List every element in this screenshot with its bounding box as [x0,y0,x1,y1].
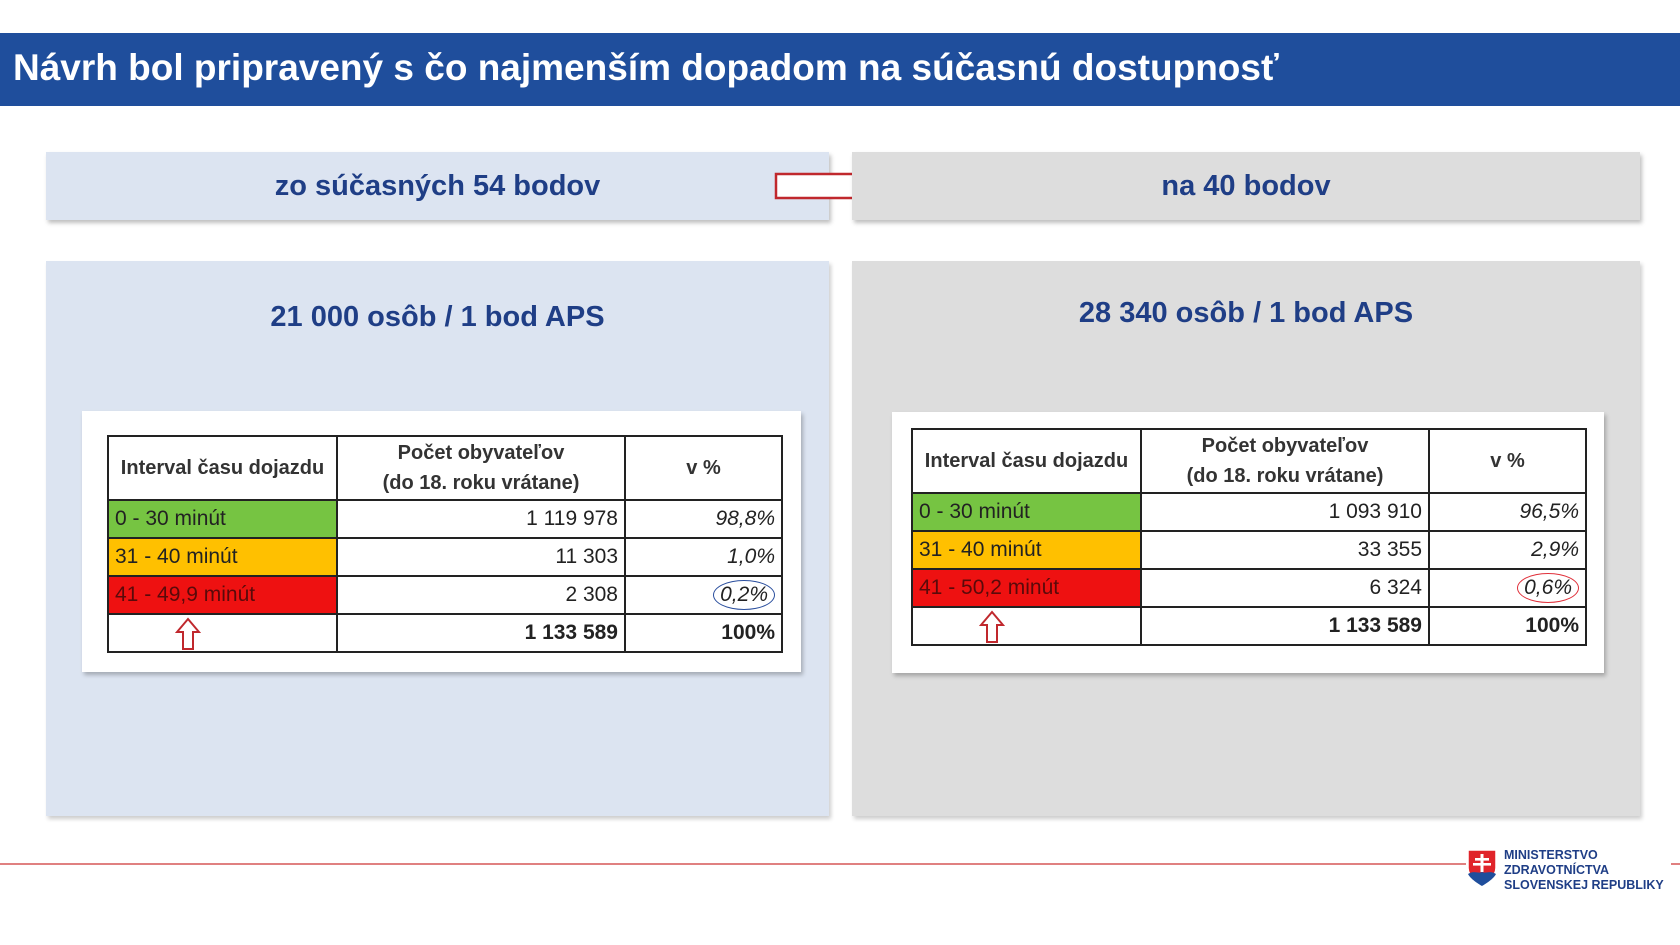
current-panel-heading: 21 000 osôb / 1 bod APS [270,301,605,333]
header-pct: v % [1429,429,1586,493]
header-count [337,436,625,500]
new-panel [852,261,1640,816]
header-interval: Interval času dojazdu [108,436,337,500]
logo-line3: SLOVENSKEJ REPUBLIKY [1504,878,1664,892]
up-arrow-icon [175,617,201,651]
header-count-line2: (do 18. roku vrátane) [382,472,580,494]
current-panel [46,261,829,816]
total-pct-cell: 100% [1429,607,1586,645]
interval-cell: 31 - 40 minút [108,538,337,576]
new-panel-heading: 28 340 osôb / 1 bod APS [1078,297,1414,329]
header-count [1141,429,1429,493]
slide-title: Návrh bol pripravený s čo najmenším dopadom na súčasnú dostupnosť [13,47,1279,88]
up-arrow-icon [979,610,1005,644]
table-row [912,569,1586,607]
table-row [912,531,1586,569]
header-count-line1: Počet obyvateľov [397,442,565,464]
footer-divider [0,863,1680,865]
interval-cell: 0 - 30 minút [912,493,1141,531]
pct-cell: 96,5% [1429,493,1586,531]
count-cell: 33 355 [1141,531,1429,569]
logo-line2: ZDRAVOTNÍCTVA [1504,863,1610,877]
pct-cell-circled [1429,569,1586,607]
table-header-row [912,429,1586,493]
pct-cell: 1,0% [625,538,782,576]
blank-cell [108,614,337,652]
table-total-row [912,607,1586,645]
blank-cell [912,607,1141,645]
header-interval: Interval času dojazdu [912,429,1141,493]
table-row [108,538,782,576]
interval-cell: 31 - 40 minút [912,531,1141,569]
pct-cell: 2,9% [1429,531,1586,569]
header-count-line1: Počet obyvateľov [1201,435,1369,457]
pct-cell: 98,8% [625,500,782,538]
current-table [107,435,783,653]
total-count-cell: 1 133 589 [1141,607,1429,645]
pct-cell-circled [625,576,782,614]
table-row [108,500,782,538]
interval-cell: 41 - 50,2 minút [912,569,1141,607]
logo-text [1504,848,1664,893]
count-cell: 11 303 [337,538,625,576]
count-cell: 1 093 910 [1141,493,1429,531]
header-count-line2: (do 18. roku vrátane) [1186,465,1384,487]
circled-pct: 0,6% [1517,573,1579,603]
coat-of-arms-icon [1466,848,1498,888]
current-table-card [82,411,801,672]
table-header-row [108,436,782,500]
table-row [912,493,1586,531]
count-cell: 6 324 [1141,569,1429,607]
ministry-logo [1466,846,1671,896]
current-points-label-box [46,152,829,220]
total-pct-cell: 100% [625,614,782,652]
title-bar [0,33,1680,106]
header-pct: v % [625,436,782,500]
total-count-cell: 1 133 589 [337,614,625,652]
new-table-card [892,412,1604,673]
new-points-label: na 40 bodov [1161,169,1331,202]
interval-cell: 41 - 49,9 minút [108,576,337,614]
circled-pct: 0,2% [713,580,775,610]
table-row [108,576,782,614]
logo-line1: MINISTERSTVO [1504,848,1598,862]
interval-cell: 0 - 30 minút [108,500,337,538]
count-cell: 2 308 [337,576,625,614]
current-points-label: zo súčasných 54 bodov [274,169,601,202]
new-points-label-box [852,152,1640,220]
count-cell: 1 119 978 [337,500,625,538]
new-table [911,428,1587,646]
table-total-row [108,614,782,652]
